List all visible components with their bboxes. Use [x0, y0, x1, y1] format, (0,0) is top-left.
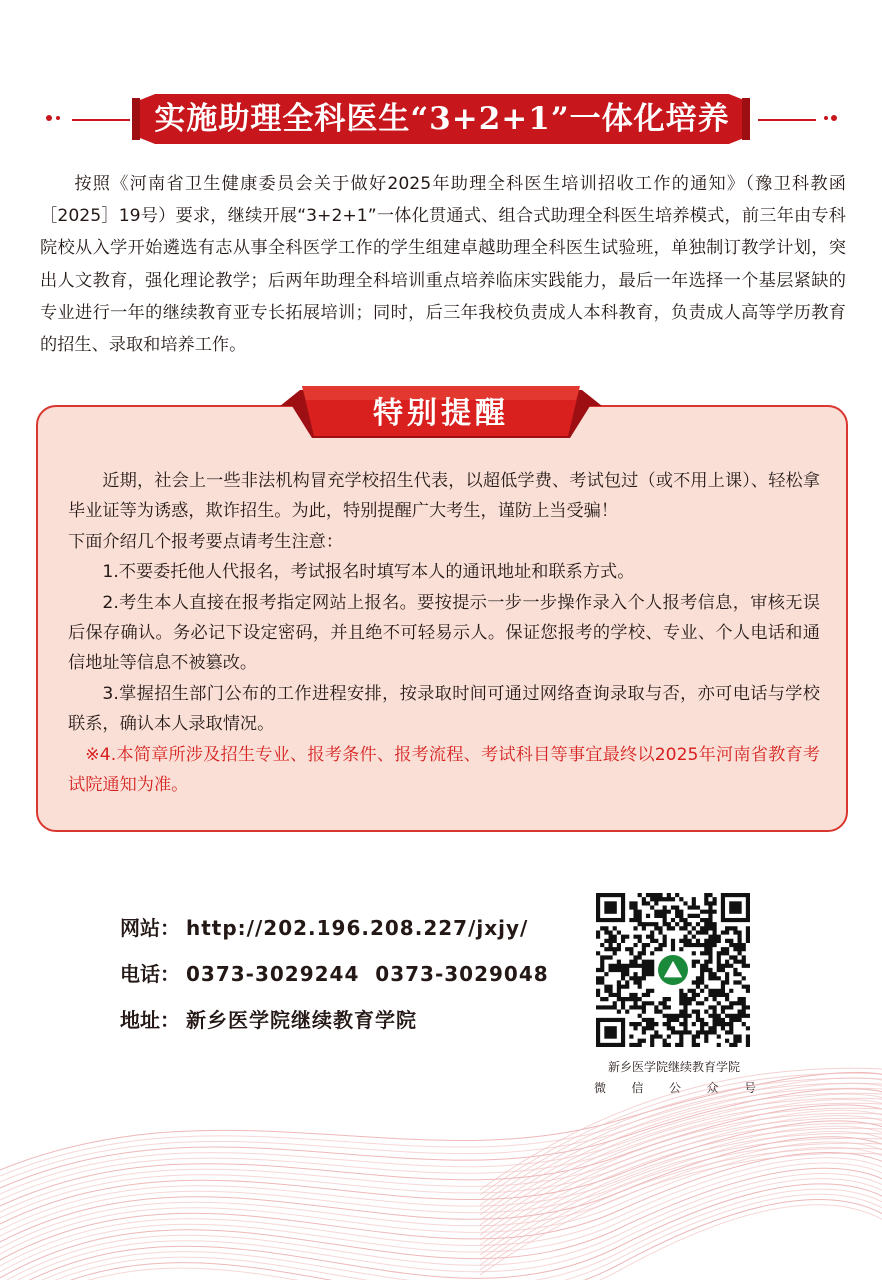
- qr-caption-institution: 新乡医学院继续教育学院: [607, 1060, 740, 1074]
- wechat-qr-code: [596, 893, 750, 1047]
- qr-code-icon: [596, 893, 750, 1047]
- notice-lead: 下面介绍几个报考要点请考生注意：: [68, 531, 344, 552]
- notice-point: 1.不要委托他人代报名，考试报名时填写本人的通讯地址和联系方式。: [102, 562, 635, 583]
- decor-dot-icon: [56, 116, 60, 120]
- notice-body: [68, 466, 820, 800]
- phone-numbers: 0373-3029244 0373-3029048: [186, 962, 549, 986]
- qr-caption-account: 微信公众号: [594, 1081, 756, 1095]
- address-value: 新乡医学院继续教育学院: [186, 1008, 417, 1032]
- address-label: 地址：: [120, 1008, 180, 1032]
- decor-line: [758, 119, 816, 121]
- page-title: 实施助理全科医生“3+2+1”一体化培养: [154, 101, 730, 137]
- decor-dot-icon: [824, 116, 828, 120]
- notice-heading-tab: [278, 386, 604, 442]
- notice-intro: 近期，社会上一些非法机构冒充学校招生代表，以超低学费、考试包过（或不用上课）、轻松拿毕业证等为诱惑，欺诈招生。为此，特别提醒广大考生，谨防上当受骗！: [68, 471, 820, 522]
- notice-heading: 特别提醒: [373, 396, 509, 431]
- phone-label: 电话：: [120, 962, 180, 986]
- decor-line: [72, 119, 130, 121]
- notice-final-note: ※4.本简章所涉及招生专业、报考条件、报考流程、考试科目等事宜最终以2025年河南省教育考试院通知为准。: [68, 744, 820, 796]
- notice-point: 3.掌握招生部门公布的工作进程安排，按录取时间可通过网络查询录取与否，亦可电话与学校联系，确认本人录取情况。: [68, 683, 820, 735]
- website-row: [120, 908, 590, 954]
- intro-paragraph: 按照《河南省卫生健康委员会关于做好2025年助理全科医生培训招收工作的通知》（豫卫科教函［2025］19号）要求，继续开展“3+2+1”一体化贯通式、组合式助理全科医生培养模式，前三年由专科院校从入学开始遴选有志从事全科医学工作的学生组建卓越助理全科医生试验班，单独制订教学计划，突出人文教育，强化理论教学；后两年助理全科培训重点培养临床实践能力，最后一年选择一个基层紧缺的专业进行一年的继续教育亚专长拓展培训；同时，后三年我校负责成人本科教育，负责成人高等学历教育的招生、录取和培养工作。: [40, 174, 846, 356]
- contact-info: [120, 908, 590, 1046]
- website-label: 网站：: [120, 916, 180, 940]
- decor-dot-icon: [831, 115, 837, 121]
- decor-waves: [0, 1050, 882, 1280]
- decor-dot-icon: [46, 115, 52, 121]
- phone-row: [120, 954, 590, 1000]
- ribbon-edge-left: [132, 98, 140, 140]
- website-link[interactable]: http://202.196.208.227/jxjy/: [186, 916, 529, 940]
- title-banner: [0, 92, 882, 148]
- address-row: [120, 1000, 590, 1046]
- notice-point: 2.考生本人直接在报考指定网站上报名。要按提示一步一步操作录入个人报考信息，审核无误后保存确认。务必记下设定密码，并且绝不可轻易示人。保证您报考的学校、专业、个人电话和通信地址等信息不被篡改。: [68, 592, 820, 674]
